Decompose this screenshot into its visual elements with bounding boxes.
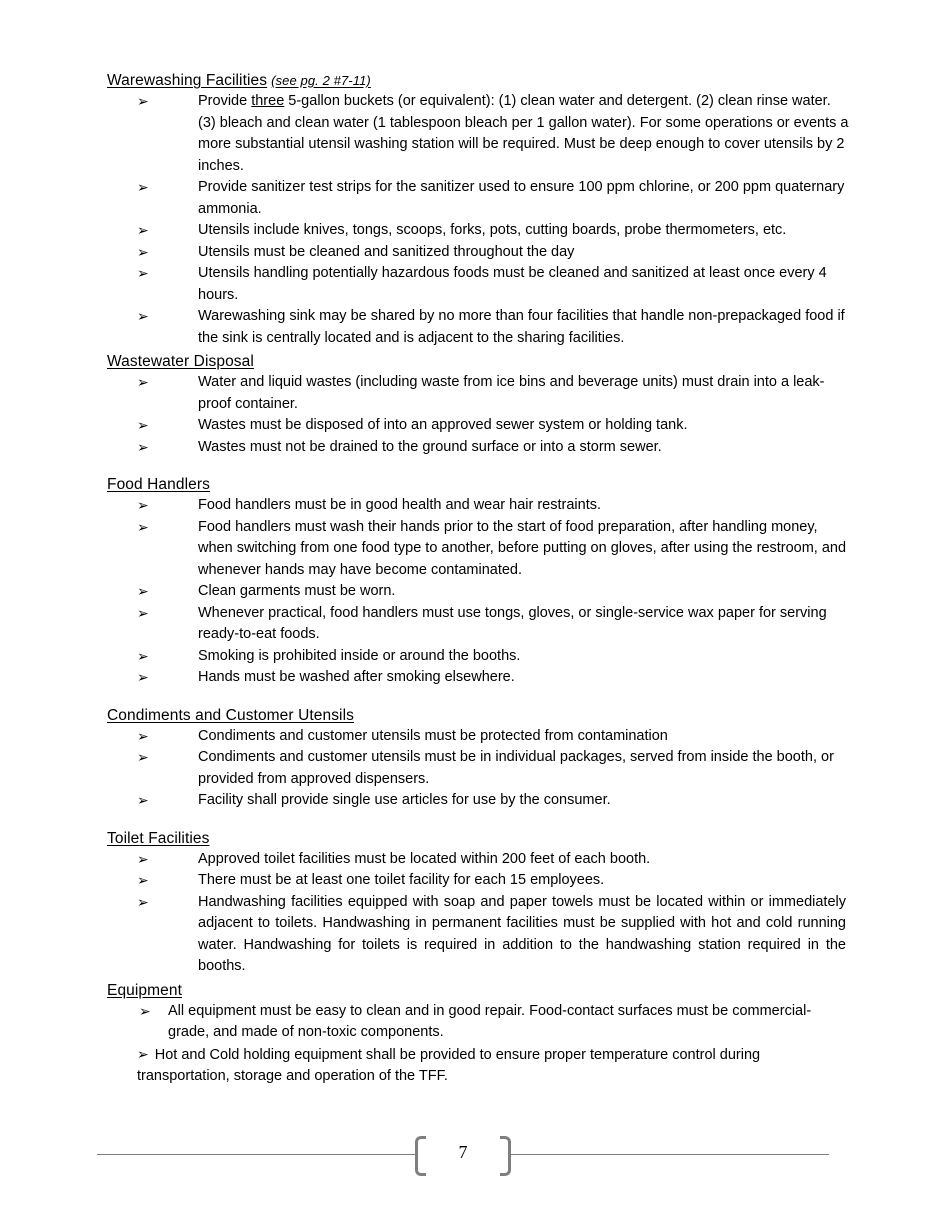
arrow-bullet-icon: ➢: [137, 893, 149, 910]
arrow-bullet-icon: ➢: [137, 308, 149, 324]
list-item: ➢ Condiments and customer utensils must be protected from contamination: [107, 726, 852, 748]
arrow-bullet-icon: ➢: [137, 749, 149, 765]
list-item: ➢ Warewashing sink may be shared by no more than four facilities that handle non-prepackaged food if the sink is centrally located and is adjacent to the sharing facilities.: [137, 308, 845, 346]
arrow-bullet-icon: ➢: [137, 243, 149, 260]
arrow-bullet-icon: ➢: [139, 1002, 151, 1019]
list-item: ➢ Water and liquid wastes (including waste from ice bins and beverage units) must drain into a leak-proof container.: [137, 374, 825, 412]
arrow-bullet-icon: ➢: [137, 179, 149, 195]
arrow-bullet-icon: ➢: [137, 374, 149, 390]
left-bracket-icon: [415, 1136, 426, 1176]
list-item: ➢ Utensils include knives, tongs, scoops, forks, pots, cutting boards, probe thermometers, etc.: [107, 220, 852, 242]
list-item: ➢ Food handlers must wash their hands prior to the start of food preparation, after handling money, when switching from one food type to another, before putting on gloves, after using the restroom, and whenever hands may have become contaminated.: [137, 518, 847, 578]
page-footer: [97, 1136, 829, 1172]
list-item: ➢ Utensils must be cleaned and sanitized throughout the day: [107, 242, 852, 264]
arrow-bullet-icon: ➢: [137, 850, 149, 867]
section-heading-food-handlers: Food Handlers: [107, 476, 210, 493]
arrow-bullet-icon: ➢: [137, 497, 149, 513]
list-item: ➢ Approved toilet facilities must be located within 200 feet of each booth.: [107, 849, 852, 871]
underlined-word: three: [251, 93, 285, 109]
footer-rule-left: [97, 1154, 415, 1155]
right-bracket-icon: [500, 1136, 511, 1176]
toilet-list: [107, 849, 852, 978]
arrow-bullet-icon: ➢: [137, 583, 149, 599]
arrow-bullet-icon: ➢: [137, 727, 149, 744]
list-item: ➢ Wastes must be disposed of into an approved sewer system or holding tank.: [107, 415, 852, 437]
arrow-bullet-icon: ➢: [137, 93, 149, 109]
section-heading-equipment: Equipment: [107, 981, 183, 999]
list-item: ➢ Food handlers must be in good health and wear hair restraints.: [107, 495, 852, 517]
arrow-bullet-icon: ➢: [137, 222, 149, 238]
condiments-list: [107, 726, 852, 812]
section-heading-condiments: Condiments and Customer Utensils: [107, 706, 354, 724]
list-item: ➢ Wastes must not be drained to the ground surface or into a storm sewer.: [107, 437, 852, 459]
section-note: (see pg. 2 #7-11): [271, 73, 371, 88]
list-item: ➢ Provide sanitizer test strips for the sanitizer used to ensure 100 ppm chlorine, or 200 ppm quaternary ammonia.: [137, 179, 845, 217]
list-item: ➢ Whenever practical, food handlers must use tongs, gloves, or single-service wax paper for serving ready-to-eat foods.: [137, 604, 827, 642]
list-item: ➢ Handwashing facilities equipped with soap and paper towels must be located within or immediately adjacent to toilets. Handwashing in permanent facilities must be supplied with hot and cold running water. Handwashing for toilets is required in addition to the handwashing station required in the booths.: [137, 893, 846, 974]
footer-rule-right: [511, 1154, 829, 1155]
section-heading-wastewater: Wastewater Disposal: [107, 353, 254, 370]
section-heading-toilet: Toilet Facilities: [107, 829, 210, 847]
page-number: 7: [458, 1142, 468, 1162]
section-heading-warewashing: Warewashing Facilities (see pg. 2 #7-11): [107, 72, 371, 89]
list-item: ➢ Smoking is prohibited inside or around the booths.: [107, 646, 852, 668]
list-item: ➢ Clean garments must be worn.: [107, 581, 852, 603]
arrow-bullet-icon: ➢: [137, 265, 149, 281]
list-item: ➢ All equipment must be easy to clean and in good repair. Food-contact surfaces must be commercial-grade, and made of non-toxic components.: [139, 1002, 812, 1040]
list-item: ➢ Provide three 5-gallon buckets (or equivalent): (1) clean water and detergent. (2) clean rinse water. (3) bleach and clean water (1 tablespoon bleach per 1 gallon water). For some operations or events a more substantial utensil washing station will be required. Must be deep enough to cover utensils by 2 inches.: [137, 93, 849, 174]
wastewater-list: [107, 372, 852, 458]
arrow-bullet-icon: ➢: [137, 1045, 149, 1062]
list-item: ➢ Condiments and customer utensils must be in individual packages, served from inside the booth, or provided from approved dispensers.: [137, 749, 834, 787]
list-item: ➢ There must be at least one toilet facility for each 15 employees.: [107, 870, 852, 892]
food-handlers-list: [107, 495, 852, 689]
arrow-bullet-icon: ➢: [137, 872, 149, 888]
arrow-bullet-icon: ➢: [137, 438, 149, 455]
arrow-bullet-icon: ➢: [137, 518, 149, 535]
arrow-bullet-icon: ➢: [137, 417, 149, 433]
list-item: ➢ Hands must be washed after smoking elsewhere.: [107, 667, 852, 689]
arrow-bullet-icon: ➢: [137, 647, 149, 664]
page-content: [107, 70, 852, 1088]
equipment-final-item: ➢ Hot and Cold holding equipment shall be provided to ensure proper temperature control during transportation, storage and operation of the TFF.: [137, 1045, 761, 1084]
list-item: ➢ Utensils handling potentially hazardous foods must be cleaned and sanitized at least once every 4 hours.: [137, 265, 827, 303]
equipment-list: [107, 1001, 852, 1044]
arrow-bullet-icon: ➢: [137, 604, 149, 621]
arrow-bullet-icon: ➢: [137, 669, 149, 685]
arrow-bullet-icon: ➢: [137, 792, 149, 808]
list-item: ➢ Facility shall provide single use articles for use by the consumer.: [107, 790, 852, 812]
warewashing-list: [107, 91, 852, 349]
